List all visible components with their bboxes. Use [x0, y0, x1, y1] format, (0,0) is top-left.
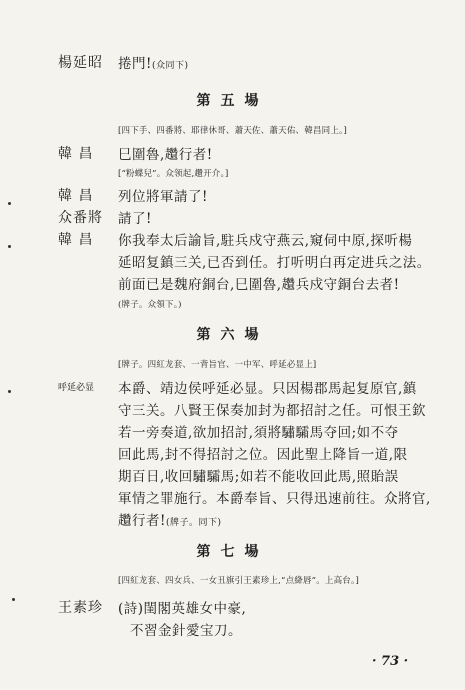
line-text: 前面已是魏府銅台,巳圍魯,趲兵戍守銅台去者!	[118, 277, 400, 293]
speaker-han-chang: 韓 昌	[58, 232, 94, 248]
line-text: 請了!	[118, 211, 152, 227]
scene-5-exit: (牌子。众領下。)	[118, 300, 182, 310]
speaker-han-chang: 韓 昌	[58, 188, 94, 204]
line-text: 期百日,收回驌驦馬;如若不能收回此馬,照貽誤	[118, 469, 399, 485]
speaker-yang-yanzhao: 楊延昭	[58, 55, 103, 71]
line-text: 本爵、靖边侯呼延必显。只因楊郡馬起复原官,鎮	[118, 381, 417, 397]
scan-speck	[12, 598, 15, 601]
line-text: 趲行者!(牌子。同下)	[118, 513, 222, 529]
scene-7-stage-entrance: [四紅龙套、四女兵、一女丑旗引王素珍上,“点絳唇”。上高台。]	[118, 576, 359, 586]
scene-5-stage-entrance: [四下手、四番將、耶律休哥、蕭天佐、蕭天佑、韓昌同上。]	[118, 126, 347, 136]
stage-direction: [“粉蝶兒”。众领起,趲开介。]	[118, 169, 229, 179]
speaker-fan-jiang: 众番將	[58, 210, 103, 226]
line-text: 回此馬,封不得招討之位。因此聖上降旨一道,限	[118, 447, 408, 463]
line-text: 延昭复鎮三关,已否到任。打听明白再定进兵之法。	[118, 255, 431, 271]
speaker-wang-suzhen: 王素珍	[58, 600, 103, 616]
stage-direction: (牌子。同下)	[165, 518, 222, 528]
scan-speck	[8, 202, 11, 205]
scene-6-heading: 第六場	[196, 327, 269, 343]
scan-speck	[8, 390, 11, 393]
scene-5-heading: 第五場	[196, 93, 269, 109]
line-text: 你我奉太后諭旨,駐兵戍守燕云,窺伺中原,探听楊	[118, 233, 413, 249]
stage-direction: (众同下)	[151, 61, 189, 71]
speaker-han-chang: 韓 昌	[58, 146, 94, 162]
line-text: 軍情之罪施行。本爵奉旨、只得迅速前往。众將官,	[118, 491, 431, 507]
scan-speck	[8, 245, 11, 248]
line-text: 巳圍魯,趲行者!	[118, 147, 213, 163]
scene-6-stage-entrance: [牌子。四紅龙套、一背旨官、一中军、呼延必显上]	[118, 360, 317, 370]
scene-7-heading: 第七場	[196, 544, 269, 560]
line-text: 列位將軍請了!	[118, 189, 208, 205]
line-text: 若一旁奏道,欲加招討,須將驌驦馬夺回;如不夺	[118, 425, 399, 441]
line-text: 不習金針愛宝刀。	[130, 623, 242, 639]
line-text: (詩)閨閣英雄女中豪,	[118, 601, 247, 617]
page-number: · 73 ·	[372, 654, 409, 669]
line-text: 捲門!(众同下)	[118, 56, 189, 72]
line-text: 守三关。八賢王保奏加封为都招討之任。可恨王欽	[118, 403, 426, 419]
speaker-huyan-bixian: 呼延必显	[58, 383, 95, 393]
